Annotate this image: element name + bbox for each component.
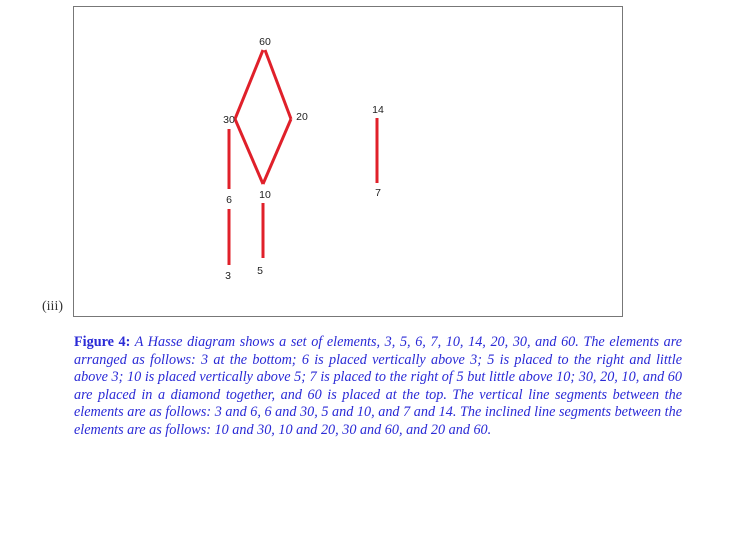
node-5: 5 <box>257 265 263 277</box>
node-6: 6 <box>226 194 232 206</box>
node-7: 7 <box>375 187 381 199</box>
node-14: 14 <box>372 104 384 116</box>
node-labels <box>223 36 384 282</box>
hasse-diagram <box>74 7 622 316</box>
caption-label: Figure 4: <box>74 334 131 350</box>
node-20: 20 <box>296 111 308 123</box>
node-10: 10 <box>259 189 271 201</box>
edge-30-10 <box>235 119 263 184</box>
edge-60-30 <box>235 50 263 119</box>
node-60: 60 <box>259 36 271 48</box>
figure-caption <box>74 334 682 440</box>
node-30: 30 <box>223 114 235 126</box>
edge-60-20 <box>265 50 291 119</box>
node-3: 3 <box>225 270 231 282</box>
caption-text: A Hasse diagram shows a set of elements, 3, 5, 6, 7, 10, 14, 20, 30, and 60. The elements are arranged as follows: 3 at the bottom; 6 is placed vertically above 3; 5 is placed to the right and little above 3; 10 is placed vertically above 5; 7 is placed to the right of 5 but little above 10; 30, 20, 10, and 60 are placed in a diamond together, and 60 is placed at the top. The vertical line segments between the elements are as follows: 3 and 6, 6 and 30, 5 and 10, and 7 and 14. The inclined line segments between the elements are as follows: 10 and 30, 10 and 20, 30 and 60, and 20 and 60. <box>74 334 682 438</box>
subfigure-label: (iii) <box>42 299 63 314</box>
diagram-frame <box>73 6 623 317</box>
edges <box>229 50 377 265</box>
edge-20-10 <box>263 119 291 184</box>
